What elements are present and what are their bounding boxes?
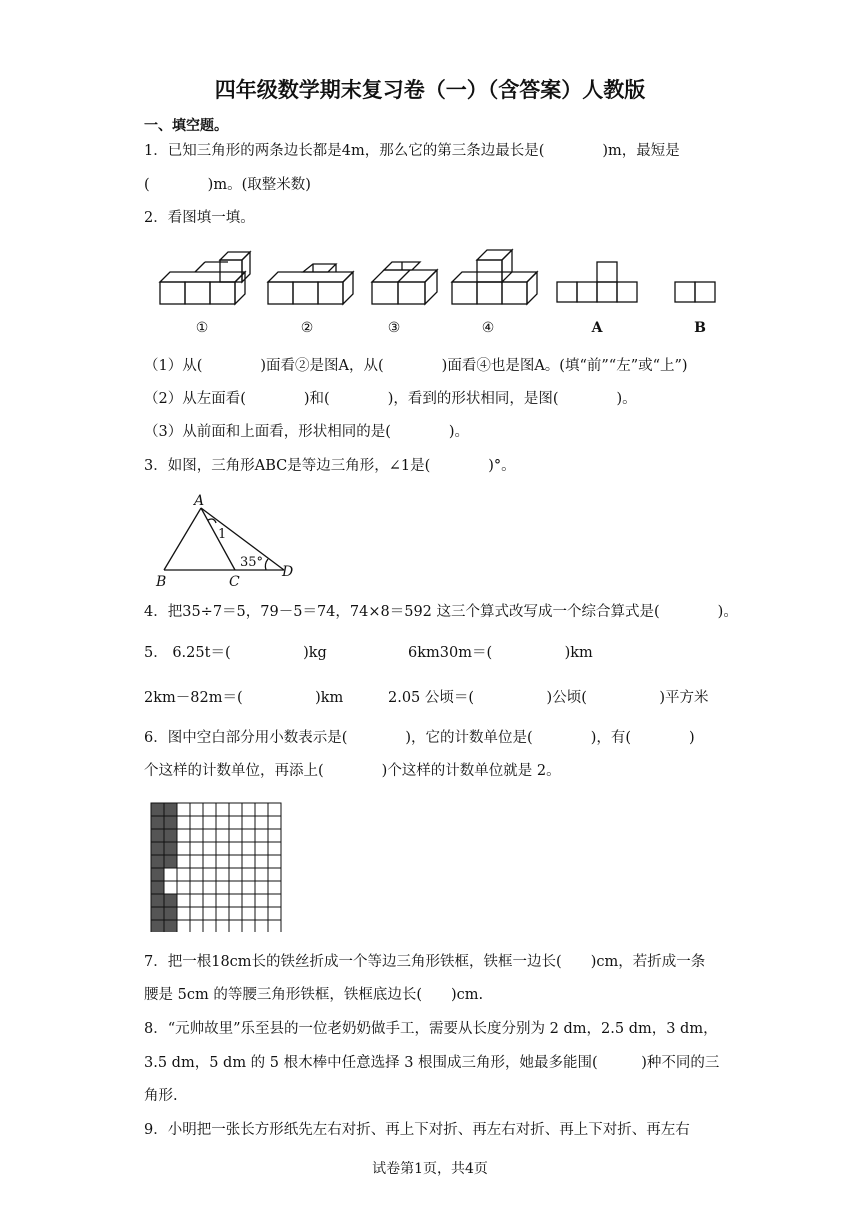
grid-cell-blank bbox=[229, 907, 242, 920]
grid-cell-blank bbox=[268, 881, 281, 894]
triangle-figure bbox=[154, 490, 304, 588]
grid-cell-shaded bbox=[164, 816, 177, 829]
grid-cell-blank bbox=[255, 829, 268, 842]
grid-cell-blank bbox=[229, 855, 242, 868]
grid-cell-blank bbox=[242, 894, 255, 907]
grid-cell-blank bbox=[242, 816, 255, 829]
grid-cell-blank bbox=[242, 803, 255, 816]
view-b-shape bbox=[675, 282, 715, 302]
grid-cell-blank bbox=[242, 842, 255, 855]
grid-cell-blank bbox=[255, 803, 268, 816]
question-6-line-1: 6．图中空白部分用小数表示是( )，它的计数单位是( )，有( ) bbox=[144, 730, 695, 746]
question-5-d: 2.05 公顷＝( )公顷( )平方米 bbox=[388, 690, 709, 706]
grid-cell-blank bbox=[177, 920, 190, 932]
grid-cell-shaded bbox=[151, 868, 164, 881]
grid-cell-blank bbox=[268, 907, 281, 920]
figure-3-cubes bbox=[372, 262, 437, 304]
grid-cell-blank bbox=[190, 816, 203, 829]
grid-cell-blank bbox=[203, 803, 216, 816]
grid-cell-blank bbox=[203, 816, 216, 829]
grid-cell-blank bbox=[242, 920, 255, 932]
question-5-c: 2km－82m＝( )km bbox=[144, 690, 344, 706]
grid-cell-blank bbox=[229, 920, 242, 932]
grid-cell-blank bbox=[268, 894, 281, 907]
grid-cell-blank bbox=[177, 894, 190, 907]
grid-cell-blank bbox=[164, 881, 177, 894]
grid-cell-blank bbox=[190, 881, 203, 894]
question-5-b: 6km30m＝( )km bbox=[408, 645, 593, 661]
grid-cell-blank bbox=[164, 868, 177, 881]
figure-label-4: ④ bbox=[481, 320, 495, 336]
question-1-line-1: 1．已知三角形的两条边长都是4m，那么它的第三条边最长是( )m，最短是 bbox=[144, 143, 680, 159]
grid-cell-blank bbox=[216, 907, 229, 920]
grid-cell-blank bbox=[242, 868, 255, 881]
grid-cell-blank bbox=[229, 868, 242, 881]
grid-cell-blank bbox=[203, 881, 216, 894]
grid-cell-blank bbox=[190, 894, 203, 907]
grid-cell-blank bbox=[216, 803, 229, 816]
grid-cell-blank bbox=[268, 842, 281, 855]
grid-cell-shaded bbox=[164, 803, 177, 816]
question-8-line-2: 3.5 dm，5 dm 的 5 根木棒中任意选择 3 根围成三角形，她最多能围( )种不同的三 bbox=[144, 1055, 720, 1071]
grid-cell-blank bbox=[203, 920, 216, 932]
figure-1-cubes bbox=[160, 252, 250, 304]
grid-cell-blank bbox=[203, 842, 216, 855]
grid-cell-blank bbox=[177, 829, 190, 842]
question-9-line-1: 9．小明把一张长方形纸先左右对折、再上下对折、再左右对折、再上下对折、再左右 bbox=[144, 1122, 690, 1138]
grid-cell-shaded bbox=[164, 894, 177, 907]
figure-label-3: ③ bbox=[387, 320, 401, 336]
question-1-line-2: ( )m。(取整米数) bbox=[144, 177, 311, 193]
grid-cell-blank bbox=[203, 868, 216, 881]
grid-cell-blank bbox=[268, 868, 281, 881]
angle-35-label: 35° bbox=[240, 555, 264, 570]
grid-cell-blank bbox=[242, 881, 255, 894]
figure-label-1: ① bbox=[195, 320, 209, 336]
grid-cell-blank bbox=[255, 842, 268, 855]
grid-cell-blank bbox=[177, 881, 190, 894]
grid-cell-blank bbox=[229, 829, 242, 842]
grid-cell-shaded bbox=[164, 829, 177, 842]
grid-cell-blank bbox=[229, 803, 242, 816]
grid-cell-shaded bbox=[164, 920, 177, 932]
grid-cell-blank bbox=[268, 920, 281, 932]
angle-35-arc bbox=[265, 559, 268, 570]
grid-cell-shaded bbox=[151, 920, 164, 932]
grid-cell-blank bbox=[216, 881, 229, 894]
grid-cell-blank bbox=[216, 855, 229, 868]
grid-cell-blank bbox=[177, 868, 190, 881]
grid-cell-shaded bbox=[151, 803, 164, 816]
grid-cell-shaded bbox=[151, 842, 164, 855]
section-heading: 一、填空题。 bbox=[144, 118, 228, 134]
page-footer: 试卷第1页，共4页 bbox=[372, 1161, 488, 1177]
figure-2-cubes bbox=[268, 264, 353, 304]
grid-cell-blank bbox=[255, 868, 268, 881]
grid-cell-blank bbox=[255, 816, 268, 829]
vertex-c-label: C bbox=[229, 574, 240, 588]
grid-cell-blank bbox=[216, 816, 229, 829]
grid-cell-blank bbox=[203, 894, 216, 907]
grid-cell-blank bbox=[268, 855, 281, 868]
hundred-square-grid bbox=[150, 802, 284, 932]
question-5-a: 5． 6.25t＝( )kg bbox=[144, 645, 327, 661]
grid-cell-shaded bbox=[164, 855, 177, 868]
grid-cell-shaded bbox=[164, 907, 177, 920]
grid-cell-blank bbox=[203, 907, 216, 920]
grid-cell-blank bbox=[268, 829, 281, 842]
question-3-stem: 3．如图，三角形ABC是等边三角形，∠1是( )°。 bbox=[144, 458, 516, 474]
grid-cell-blank bbox=[203, 829, 216, 842]
grid-cell-blank bbox=[268, 816, 281, 829]
grid-cell-blank bbox=[190, 868, 203, 881]
grid-cell-shaded bbox=[151, 907, 164, 920]
grid-cell-blank bbox=[216, 842, 229, 855]
grid-cell-blank bbox=[229, 881, 242, 894]
grid-cell-blank bbox=[190, 842, 203, 855]
page-title: 四年级数学期末复习卷（一）（含答案）人教版 bbox=[214, 78, 646, 102]
view-a-shape bbox=[557, 262, 637, 302]
question-7-line-1: 7．把一根18cm长的铁丝折成一个等边三角形铁框，铁框一边长( )cm，若折成一条 bbox=[144, 954, 706, 970]
grid-cell-blank bbox=[242, 855, 255, 868]
grid-cell-blank bbox=[242, 907, 255, 920]
grid-cell-blank bbox=[177, 855, 190, 868]
grid-cell-shaded bbox=[164, 842, 177, 855]
figure-4-cubes bbox=[452, 250, 537, 304]
question-8-line-3: 角形. bbox=[144, 1088, 178, 1104]
question-4: 4．把35÷7＝5，79－5＝74，74×8＝592 这三个算式改写成一个综合算式是( )。 bbox=[144, 604, 738, 620]
figure-label-2: ② bbox=[300, 320, 314, 336]
grid-cell-shaded bbox=[151, 829, 164, 842]
question-6-line-2: 个这样的计数单位，再添上( )个这样的计数单位就是 2。 bbox=[144, 763, 561, 779]
grid-cell-shaded bbox=[151, 881, 164, 894]
grid-cell-blank bbox=[216, 894, 229, 907]
angle-1-label: 1 bbox=[218, 527, 227, 542]
grid-cell-blank bbox=[255, 920, 268, 932]
question-2-sub-3: （3）从前面和上面看，形状相同的是( )。 bbox=[144, 424, 470, 440]
grid-cell-blank bbox=[255, 855, 268, 868]
grid-cell-shaded bbox=[151, 816, 164, 829]
grid-cell-blank bbox=[229, 894, 242, 907]
figure-label-b: B bbox=[694, 320, 706, 336]
grid-cell-blank bbox=[216, 829, 229, 842]
grid-cell-blank bbox=[177, 842, 190, 855]
grid-cell-blank bbox=[229, 842, 242, 855]
grid-cell-blank bbox=[177, 907, 190, 920]
grid-cell-blank bbox=[190, 803, 203, 816]
grid-cell-blank bbox=[255, 881, 268, 894]
grid-cell-blank bbox=[177, 816, 190, 829]
grid-cell-shaded bbox=[151, 894, 164, 907]
grid-cell-blank bbox=[216, 868, 229, 881]
grid-cell-blank bbox=[190, 920, 203, 932]
grid-cell-blank bbox=[177, 803, 190, 816]
question-7-line-2: 腰是 5cm 的等腰三角形铁框，铁框底边长( )cm. bbox=[144, 987, 484, 1003]
vertex-d-label: D bbox=[282, 564, 294, 580]
cube-views-figure bbox=[150, 244, 730, 340]
figure-label-a: A bbox=[591, 320, 603, 336]
grid-cell-blank bbox=[229, 816, 242, 829]
grid-cell-blank bbox=[216, 920, 229, 932]
grid-cell-blank bbox=[268, 803, 281, 816]
grid-cell-blank bbox=[255, 907, 268, 920]
grid-cell-blank bbox=[203, 855, 216, 868]
grid-cell-blank bbox=[242, 829, 255, 842]
question-8-line-1: 8．“元帅故里”乐至县的一位老奶奶做手工，需要从长度分别为 2 dm，2.5 dm，3 dm， bbox=[144, 1021, 718, 1037]
question-2-sub-1: （1）从( )面看②是图A，从( )面看④也是图A。(填“前”“左”或“上”) bbox=[144, 358, 688, 374]
grid-cell-shaded bbox=[151, 855, 164, 868]
grid-cell-blank bbox=[190, 907, 203, 920]
side-ab bbox=[164, 508, 201, 570]
grid-cell-blank bbox=[190, 855, 203, 868]
grid-cell-blank bbox=[255, 894, 268, 907]
question-2-sub-2: （2）从左面看( )和( )，看到的形状相同，是图( )。 bbox=[144, 391, 637, 407]
question-2-stem: 2．看图填一填。 bbox=[144, 210, 255, 226]
grid-cell-blank bbox=[190, 829, 203, 842]
vertex-a-label: A bbox=[194, 493, 205, 509]
vertex-b-label: B bbox=[156, 574, 167, 588]
